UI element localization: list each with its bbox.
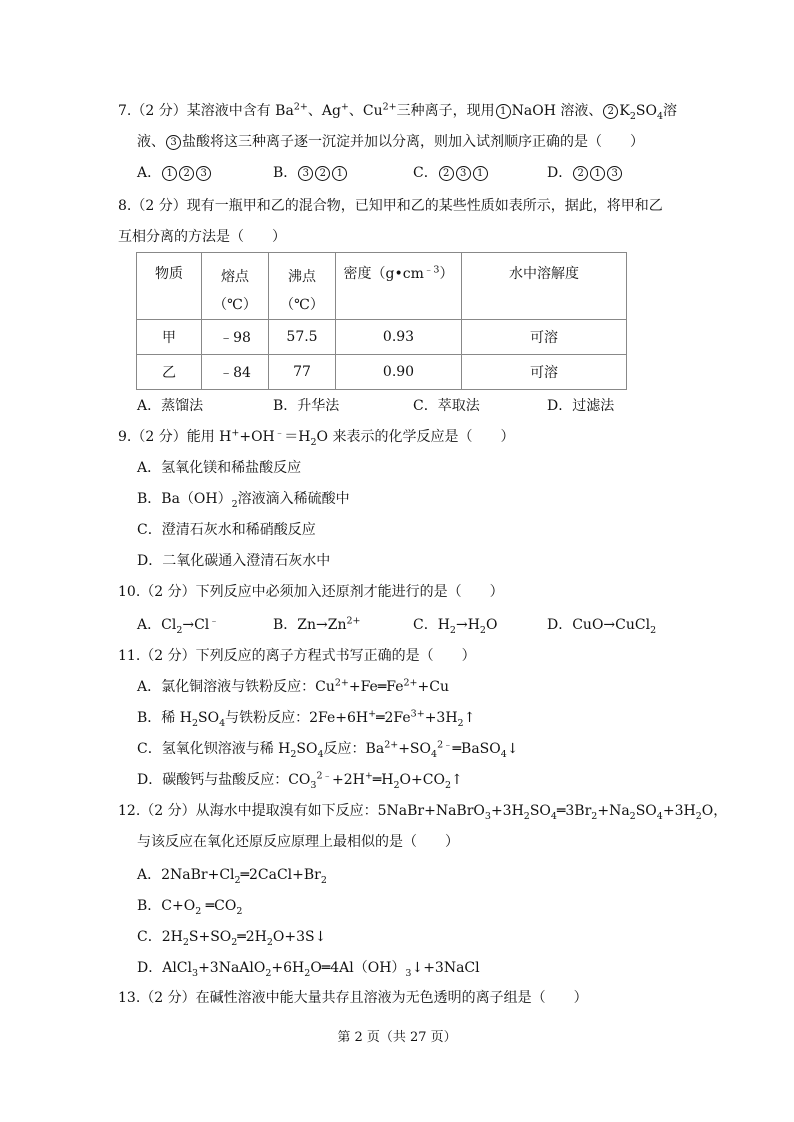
q12-option-c[interactable]: C．$2H_2S+SO_2═2H_2O+3S↓$ — [137, 929, 327, 948]
q8-option-d[interactable]: D．过滤法 — [547, 398, 615, 414]
header-substance: 物质 — [137, 253, 202, 320]
q8-option-b[interactable]: B．升华法 — [273, 398, 340, 414]
q7-option-a[interactable]: A． 1 2 3 — [137, 163, 212, 183]
q7-stem-line2: 液、 3 盐酸将这三种离子逐一沉淀并加以分离，则加入试剂顺序正确的是（ ） — [137, 134, 644, 150]
page-footer: 第 2 页（共 27 页） — [337, 1030, 457, 1045]
q12-option-b[interactable]: B．$C+O_2$ $═CO_2$ — [137, 898, 243, 917]
q7-option-b[interactable]: B． 3 2 1 — [273, 163, 348, 183]
q9-option-a[interactable]: A．氢氧化镁和稀盐酸反应 — [137, 460, 302, 476]
header-density: 密度$(g•cm^{﹣3})$ — [336, 253, 462, 320]
q11-option-a[interactable]: A．氯化铜溶液与铁粉反应：$Cu^{2+}+Fe═Fe^{2+}+Cu$ — [137, 677, 449, 695]
q10-option-d[interactable]: D．CuO→CuCl$_2$ — [547, 617, 657, 636]
q11-option-d[interactable]: D．碳酸钙与盐酸反应：$CO_3^{2﹣}+2H^+═H_2O+CO_2↑$ — [137, 770, 463, 791]
q13-stem: 13.（2 分）在碱性溶液中能大量共存且溶液为无色透明的离子组是（ ） — [118, 990, 588, 1006]
q10-option-b[interactable]: B．$Zn\to Zn^{2+}$ — [273, 615, 361, 633]
q9-stem: 9.（2 分）能用 $H^++OH^﹣=H_2O$ 来表示的化学反应是（ ） — [118, 427, 515, 448]
q12-stem-line1: 12.（2 分）从海水中提取溴有如下反应：$5NaBr+NaBrO_3+3H_2SO_4═3Br_2+Na_2SO_4+3H_2O$， — [118, 803, 728, 822]
q11-stem: 11.（2 分）下列反应的离子方程式书写正确的是（ ） — [118, 648, 476, 664]
circled-3: 3 — [166, 135, 181, 150]
q12-option-d[interactable]: D．$AlCl_3+3NaAlO_2+6H_2O═4Al(OH)_3↓+3NaCl$ — [137, 960, 480, 979]
table-row: 乙 ﹣84 77 0.90 可溶 — [137, 355, 627, 390]
q12-stem-line2: 与该反应在氧化还原反应原理上最相似的是（ ） — [137, 834, 459, 850]
q8-option-a[interactable]: A．蒸馏法 — [137, 398, 204, 414]
q10-option-a[interactable]: A．$Cl_2\to Cl^﹣$ — [137, 615, 219, 636]
q7-stem-line1: 7.（2 分）某溶液中含有 $Ba^{2+}$、Ag+、$Cu^{2+}$三种离子，现用 1 NaOH 溶液、 2 $K_2SO_4$溶 — [118, 101, 677, 122]
q8-stem-line1: 8.（2 分）现有一瓶甲和乙的混合物，已知甲和乙的某些性质如表所示，据此，将甲和乙 — [118, 198, 663, 214]
q12-option-a[interactable]: A．$2NaBr+Cl_2═2CaCl+Br_2$ — [137, 867, 327, 886]
circled-1: 1 — [496, 104, 511, 119]
properties-table — [136, 252, 627, 390]
q9-option-c[interactable]: C．澄清石灰水和稀硝酸反应 — [137, 522, 316, 538]
q9-option-b[interactable]: B．$Ba(OH)_2$溶液滴入稀硫酸中 — [137, 491, 350, 510]
q11-option-b[interactable]: B．稀 $H_2SO_4$与铁粉反应：$2Fe+6H^+═2Fe^{3+}+3H_2↑$ — [137, 708, 476, 729]
q9-option-d[interactable]: D．二氧化碳通入澄清石灰水中 — [137, 553, 331, 569]
table-row: 甲 ﹣98 57.5 0.93 可溶 — [137, 320, 627, 355]
q10-stem: 10.（2 分）下列反应中必须加入还原剂才能进行的是（ ） — [118, 584, 504, 600]
circled-2: 2 — [603, 104, 618, 119]
q10-option-c[interactable]: C．$H_2\to H_2O$ — [413, 617, 498, 636]
header-solubility: 水中溶解度 — [462, 253, 627, 320]
q7-option-d[interactable]: D． 2 1 3 — [547, 163, 623, 183]
q7-option-c[interactable]: C． 2 3 1 — [413, 163, 489, 183]
q8-option-c[interactable]: C．萃取法 — [413, 398, 480, 414]
header-melting-point: 熔点 （℃） — [202, 253, 269, 320]
q8-stem-line2: 互相分离的方法是（ ） — [118, 229, 286, 245]
header-boiling-point: 沸点 （℃） — [269, 253, 336, 320]
table-header-row — [137, 253, 627, 320]
q11-option-c[interactable]: C．氢氧化钡溶液与稀 $H_2SO_4$反应：$Ba^{2+}+SO_4^{2﹣}═BaSO_4↓$ — [137, 739, 519, 760]
